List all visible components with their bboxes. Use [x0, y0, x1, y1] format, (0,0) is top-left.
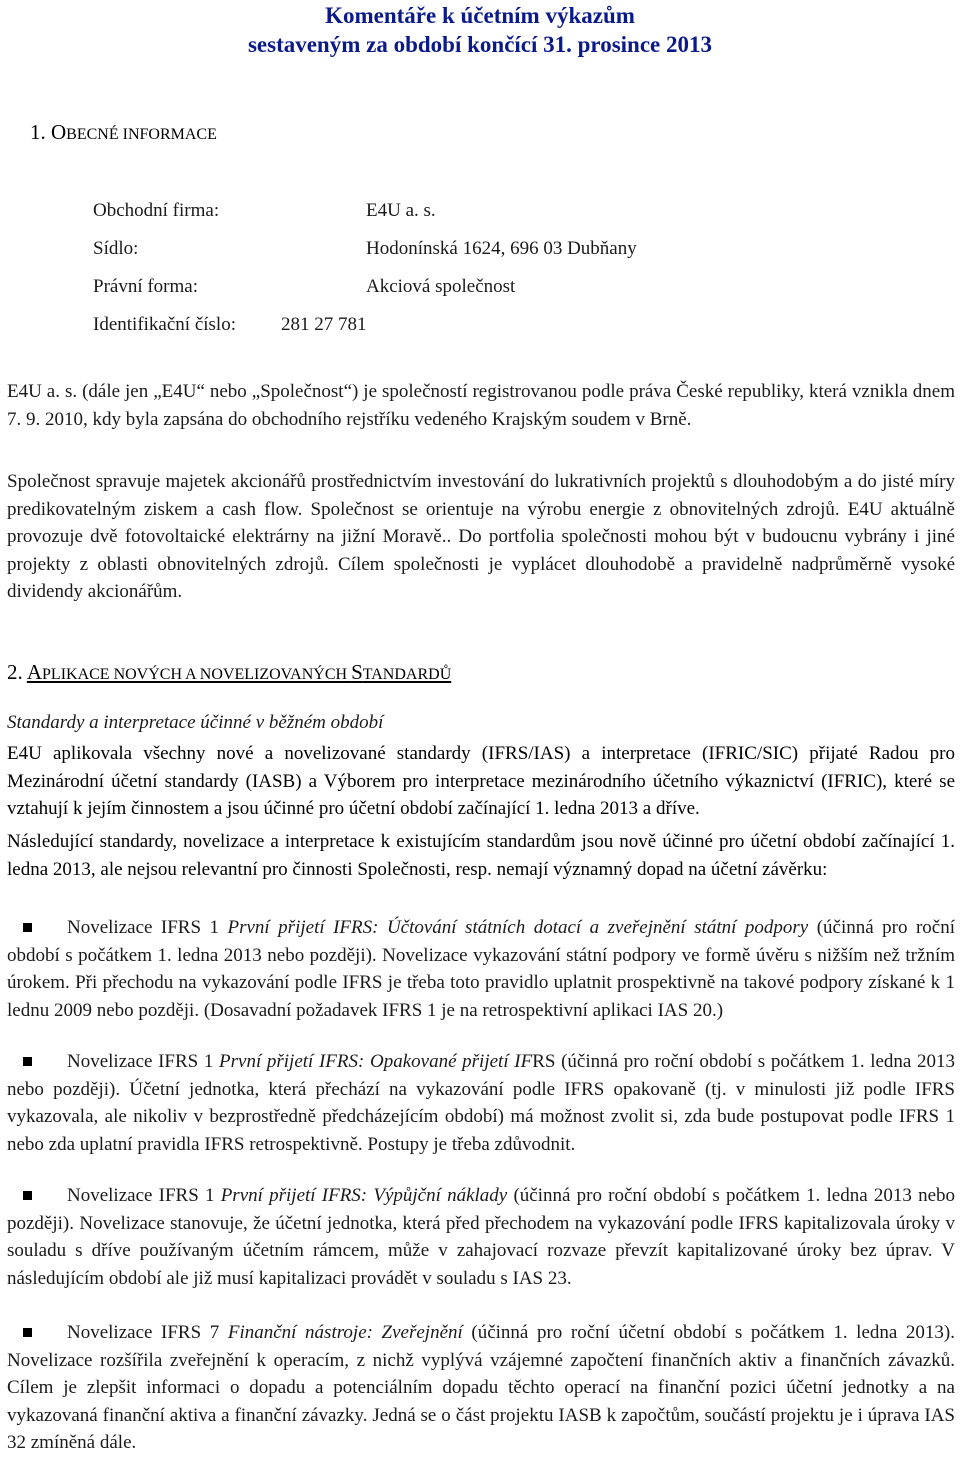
- bullet-italic: První přijetí IFRS: Opakované přijetí IF: [219, 1051, 533, 1072]
- bullet-italic: Finanční nástroje: Zveřejnění: [227, 1322, 463, 1343]
- document-title-line2: sestaveným za období končící 31. prosince 2013: [247, 32, 713, 57]
- bullet-pre: Novelizace IFRS 1: [67, 1185, 221, 1206]
- info-value-firm: E4U a. s.: [366, 200, 436, 221]
- section2-rest-a: PLIKACE NOVÝCH A NOVELIZOVANÝCH: [42, 666, 352, 683]
- document-title-line1: Komentáře k účetním výkazům: [325, 3, 635, 28]
- section2-rest-s: TANDARDŮ: [362, 666, 452, 683]
- section1-heading-rest: BECNÉ INFORMACE: [66, 126, 217, 143]
- section2-cap-s: S: [351, 660, 363, 684]
- section1-paragraph-2: Společnost spravuje majetek akcionářů prostřednictvím investování do lukrativních projektů s dlouhodobým a do jisté míry predikovatelným ziskem a cash flow. Společnost se orientuje na výrobu energie z obnovitelných zdrojů. E4U aktuálně provozuje dvě fotovoltaické elektrárny na jižní Moravě.. Do portfolia společnosti mohou být v budoucnu vybrány i jiné projekty z oblasti obnovitelných zdrojů. Cílem společnosti je vyplácet dlouhodobě a pravidelně nadprůměrně vysoké dividendy akcionářům.: [7, 471, 955, 602]
- section2-heading: [7, 660, 451, 685]
- section2-heading-text: [27, 660, 451, 684]
- bullet-square-icon: [23, 1057, 32, 1066]
- bullet-post: (účinná pro roční období s počátkem 1. ledna 2013 nebo později). Novelizace vykazování státní podpory ve formě úvěru s nižším než tržním úrokem. Při přechodu na vykazování podle IFRS je třeba toto pravidlo uplatnit prospektivně na takové podpory získané k 1 lednu 2009 nebo později. (Dosavadní požadavek IFRS 1 je na retrospektivní aplikaci IAS 20.): [7, 917, 955, 1021]
- info-label-id: Identifikační číslo:: [93, 314, 236, 335]
- section2-number: 2.: [7, 660, 23, 684]
- info-value-seat: Hodonínská 1624, 696 03 Dubňany: [366, 238, 637, 259]
- info-label-legal-form: Právní forma:: [93, 276, 199, 297]
- section1-heading: [30, 120, 217, 145]
- bullet-pre: Novelizace IFRS 1: [67, 917, 228, 938]
- bullet-italic: První přijetí IFRS: Účtování státních dotací a zveřejnění státní podpory: [227, 917, 809, 938]
- list-item: [7, 1048, 955, 1158]
- section2-paragraph-2: Následující standardy, novelizace a interpretace k existujícím standardům jsou nově účinné pro účetní období začínající 1. ledna 2013, ale nejsou relevantní pro činnosti Společnosti, resp. nemají významný dopad na účetní závěrku:: [7, 831, 955, 880]
- list-item: [7, 1182, 955, 1292]
- section1-number: 1.: [30, 120, 46, 144]
- bullet-post: (účinná pro roční období s počátkem 1. ledna 2013 nebo později). Novelizace stanovuje, že účetní jednotka, která před přechodem na vykazování podle IFRS kapitalizovala úroky v souladu s dříve používaným účetním rámcem, může v zahajovací rozvaze převzít kapitalizované úroky bez úprav. V následujícím období ale již musí kapitalizaci provádět v souladu s IAS 23.: [7, 1185, 955, 1289]
- section2-cap-a: A: [26, 660, 43, 684]
- info-value-legal-form: Akciová společnost: [366, 276, 516, 297]
- list-item: [7, 914, 955, 1024]
- bullet-pre: Novelizace IFRS 1: [67, 1051, 220, 1072]
- bullet-post: RS (účinná pro roční období s počátkem 1. ledna 2013 nebo později). Účetní jednotka, která přechází na vykazování podle IFRS opakovaně (tj. v minulosti již podle IFRS vykazovala, ale nikoliv v bezprostředně předcházejícím období) má možnost zvolit si, zda bude postupovat podle IFRS 1 nebo zda uplatní pravidla IFRS retrospektivně. Postupy je třeba zdůvodnit.: [7, 1051, 956, 1155]
- list-item: [7, 1319, 955, 1457]
- bullet-square-icon: [23, 1191, 32, 1200]
- section2-subheading: Standardy a interpretace účinné v běžném období: [7, 712, 384, 733]
- section2-paragraph-1: E4U aplikovala všechny nové a novelizované standardy (IFRS/IAS) a interpretace (IFRIC/SIC) přijaté Radou pro Mezinárodní účetní standardy (IASB) a Výborem pro interpretace mezinárodního účetního výkaznictví (IFRIC), které se vztahují k jejím činnostem a jsou účinné pro účetní období začínající 1. ledna 2013 a dříve.: [7, 743, 955, 819]
- section1-paragraph-1: E4U a. s. (dále jen „E4U“ nebo „Společnost“) je společností registrovanou podle práva České republiky, která vznikla dnem 7. 9. 2010, kdy byla zapsána do obchodního rejstříku vedeného Krajským soudem v Brně.: [7, 381, 955, 430]
- bullet-italic: První přijetí IFRS: Výpůjční náklady: [220, 1185, 508, 1206]
- info-label-firm: Obchodní firma:: [93, 200, 220, 221]
- section1-heading-cap: O: [51, 120, 67, 144]
- info-value-id: 281 27 781: [281, 314, 367, 335]
- bullet-post: (účinná pro roční účetní období s počátkem 1. ledna 2013). Novelizace rozšířila zveřejnění k operacím, z nichž vyplývá vzájemné započtení finančních aktiv a finančních závazků. Cílem je zlepšit informaci o dopadu a potenciálním dopadu těchto operací na finanční pozici účetní jednotky a na vykazovaná finanční aktiva a finanční závazky. Jedná se o část projektu IASB k započtům, součástí projektu je i úprava IAS 32 zmíněná dále.: [7, 1322, 955, 1453]
- bullet-square-icon: [23, 923, 32, 932]
- info-label-seat: Sídlo:: [93, 238, 139, 259]
- bullet-square-icon: [23, 1328, 32, 1337]
- bullet-pre: Novelizace IFRS 7: [67, 1322, 228, 1343]
